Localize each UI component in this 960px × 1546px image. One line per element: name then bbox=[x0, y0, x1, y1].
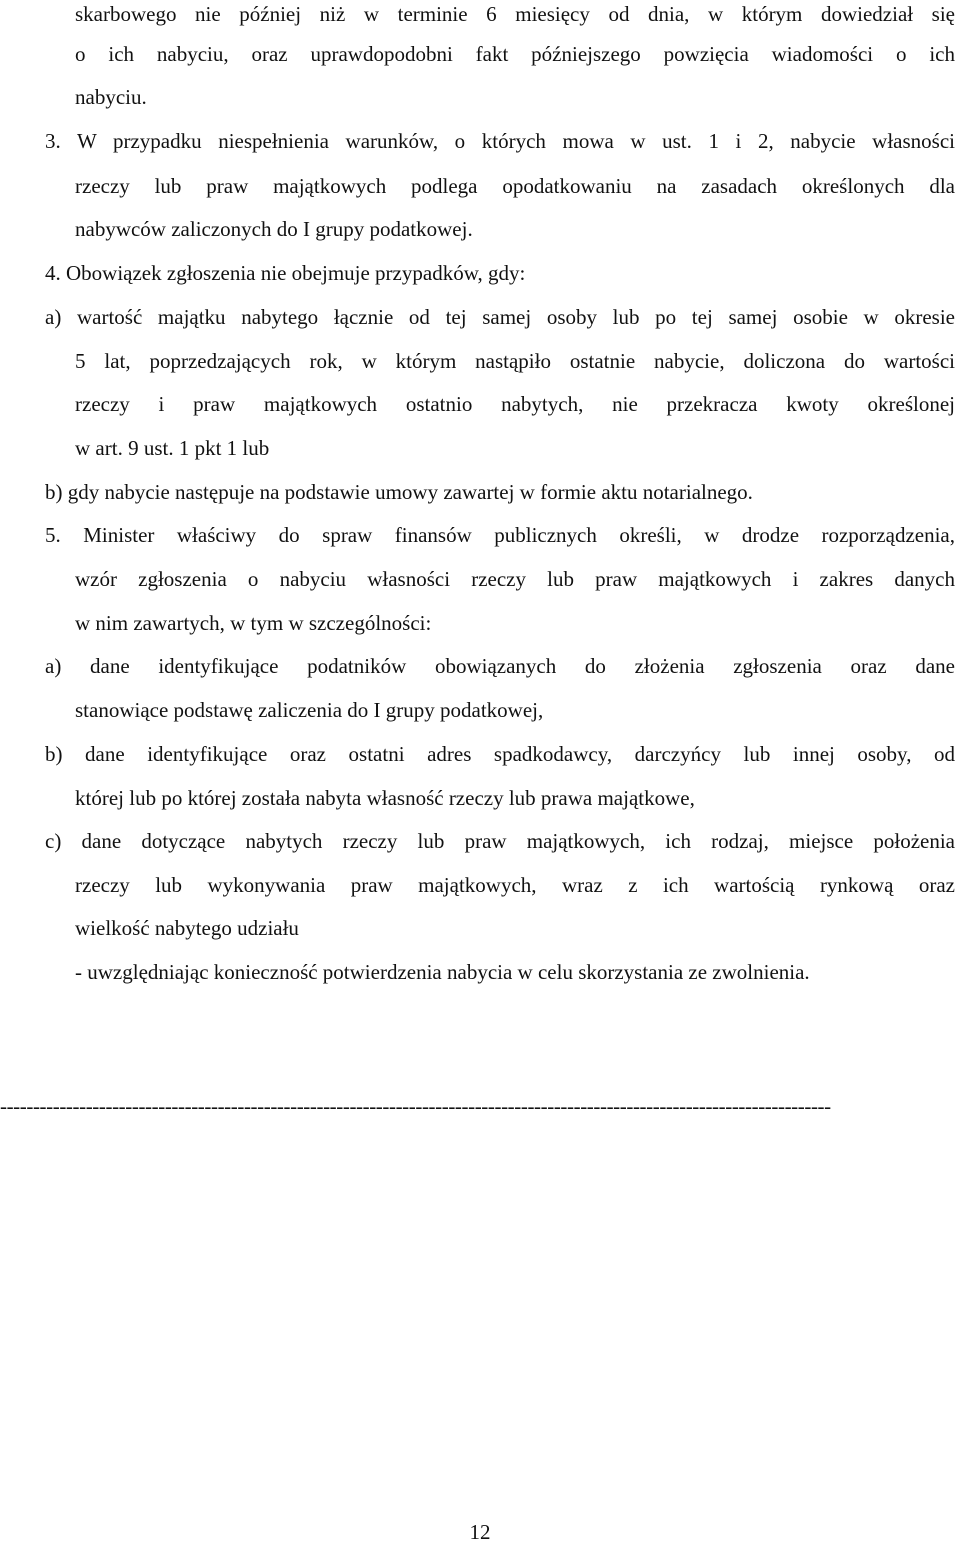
text-line: 5 lat, poprzedzających rok, w którym nastąpiło ostatnie nabycie, doliczona do wartości bbox=[75, 349, 955, 373]
text-line: 3. W przypadku niespełnienia warunków, o których mowa w ust. 1 i 2, nabycie własności bbox=[45, 129, 955, 153]
text-line: nabyciu. bbox=[75, 85, 147, 109]
text-line: w nim zawartych, w tym w szczególności: bbox=[75, 611, 432, 635]
text-line: c) dane dotyczące nabytych rzeczy lub praw majątkowych, ich rodzaj, miejsce położenia bbox=[45, 829, 955, 853]
text-line: w art. 9 ust. 1 pkt 1 lub bbox=[75, 436, 270, 460]
text-line: stanowiące podstawę zaliczenia do I grupy podatkowej, bbox=[75, 698, 544, 722]
text-line: skarbowego nie później niż w terminie 6 miesięcy od dnia, w którym dowiedział się bbox=[75, 2, 955, 26]
text-line: a) dane identyfikujące podatników obowiązanych do złożenia zgłoszenia oraz dane bbox=[45, 654, 955, 678]
text-line: nabywców zaliczonych do I grupy podatkowej. bbox=[75, 217, 473, 241]
text-line: o ich nabyciu, oraz uprawdopodobni fakt późniejszego powzięcia wiadomości o ich bbox=[75, 42, 955, 66]
text-line: b) dane identyfikujące oraz ostatni adres spadkodawcy, darczyńcy lub innej osoby, od bbox=[45, 742, 955, 766]
text-line: rzeczy lub praw majątkowych podlega opodatkowaniu na zasadach określonych dla bbox=[75, 174, 955, 198]
text-line: rzeczy lub wykonywania praw majątkowych, wraz z ich wartością rynkową oraz bbox=[75, 873, 955, 897]
text-line: rzeczy i praw majątkowych ostatnio nabytych, nie przekracza kwoty określonej bbox=[75, 392, 955, 416]
text-line: a) wartość majątku nabytego łącznie od tej samej osoby lub po tej samej osobie w okresie bbox=[45, 305, 955, 329]
text-line: - uwzględniając konieczność potwierdzenia nabycia w celu skorzystania ze zwolnienia. bbox=[75, 960, 810, 984]
text-line: której lub po której została nabyta własność rzeczy lub prawa majątkowe, bbox=[75, 786, 695, 810]
text-line: wielkość nabytego udziału bbox=[75, 916, 299, 940]
text-line: b) gdy nabycie następuje na podstawie umowy zawartej w formie aktu notarialnego. bbox=[45, 480, 753, 504]
separator-line: ------------------------------------------------------------------------------------------------------------------------------ bbox=[0, 1094, 831, 1118]
page-number: 12 bbox=[469, 1520, 491, 1544]
text-line: 4. Obowiązek zgłoszenia nie obejmuje przypadków, gdy: bbox=[45, 261, 526, 285]
text-line: 5. Minister właściwy do spraw finansów publicznych określi, w drodze rozporządzenia, bbox=[45, 523, 955, 547]
text-line: wzór zgłoszenia o nabyciu własności rzeczy lub praw majątkowych i zakres danych bbox=[75, 567, 955, 591]
